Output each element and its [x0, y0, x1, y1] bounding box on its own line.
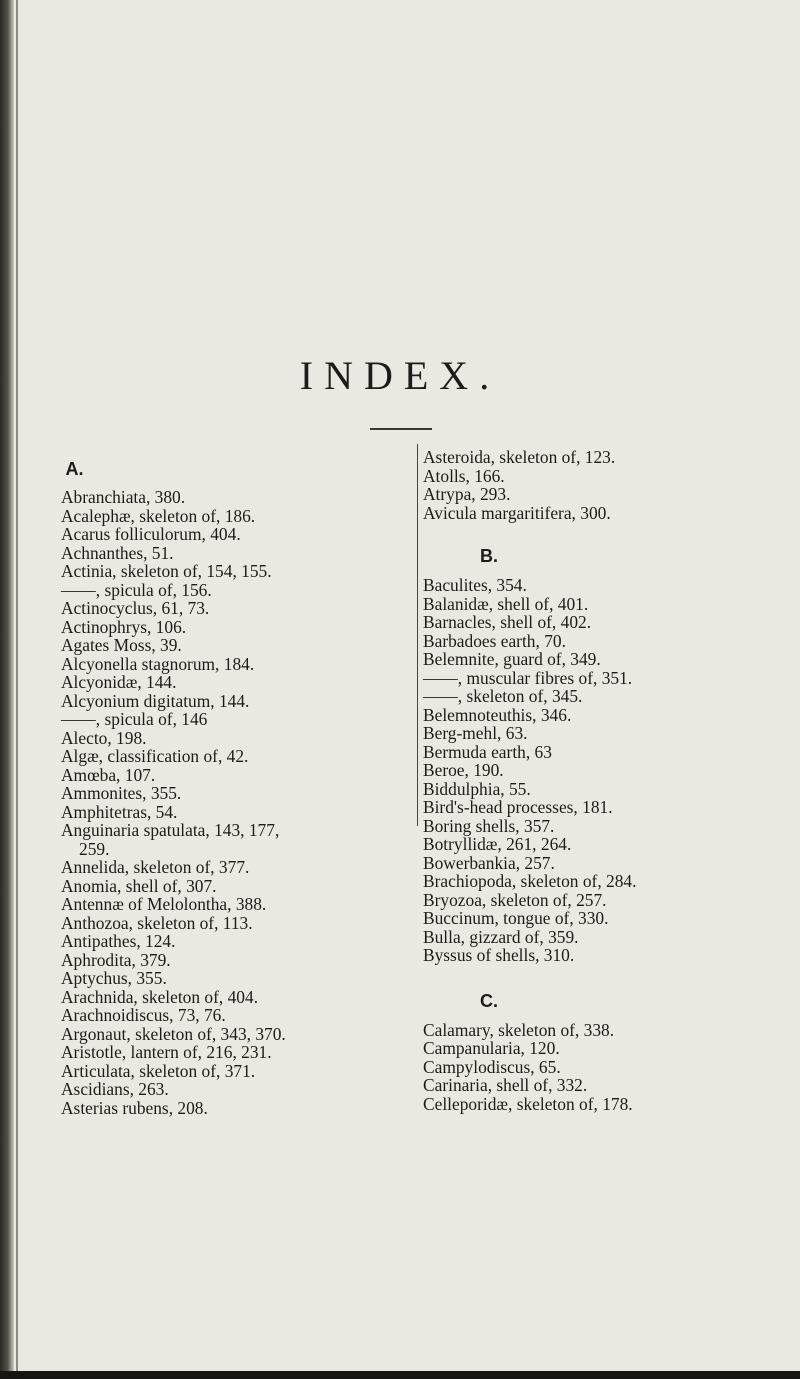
- index-entry: Bryozoa, skeleton of, 257.: [423, 889, 607, 910]
- index-entry: Annelida, skeleton of, 377.: [61, 857, 250, 877]
- index-list-c: [423, 1021, 795, 1114]
- index-entry: Aptychus, 355.: [61, 968, 167, 988]
- index-list-a-continued: [423, 448, 795, 522]
- page-title: INDEX.: [299, 353, 501, 398]
- index-entry: Anthozoa, skeleton of, 113.: [61, 912, 253, 933]
- index-entry: Campylodiscus, 65.: [423, 1056, 561, 1077]
- index-entry: Alcyonidæ, 144.: [61, 672, 177, 692]
- index-entry: Arachnoidiscus, 73, 76.: [61, 1005, 226, 1025]
- column-divider: [417, 444, 418, 826]
- index-entry: ——, spicula of, 146: [61, 709, 208, 729]
- index-entry: Barbadoes earth, 70.: [423, 630, 566, 651]
- index-entry: Actinocyclus, 61, 73.: [61, 598, 210, 618]
- index-entry: Amphitetras, 54.: [61, 801, 178, 822]
- index-entry: Bird's-head processes, 181.: [423, 797, 613, 817]
- index-entry: Barnacles, shell of, 402.: [423, 612, 592, 632]
- index-entry: Actinophrys, 106.: [61, 616, 187, 637]
- index-column-left: [61, 448, 413, 1117]
- index-entry: Anguinaria spatulata, 143, 177,: [61, 820, 280, 840]
- index-entry: Alecto, 198.: [61, 727, 147, 748]
- page-gutter-line: [16, 0, 18, 1379]
- index-entry: Balanidæ, shell of, 401.: [423, 593, 589, 614]
- index-entry: Asteroida, skeleton of, 123.: [423, 447, 616, 467]
- index-entry: Anomia, shell of, 307.: [61, 875, 217, 896]
- index-entry: Carinaria, shell of, 332.: [423, 1075, 588, 1095]
- index-list-b: [423, 576, 795, 965]
- index-entry: Ascidians, 263.: [61, 1079, 169, 1099]
- index-entry: Belemnite, guard of, 349.: [423, 649, 601, 669]
- index-entry: Alcyonella stagnorum, 184.: [61, 653, 255, 674]
- index-entry: Avicula margaritifera, 300.: [423, 502, 611, 523]
- index-entry: Alcyonium digitatum, 144.: [61, 690, 250, 711]
- index-entry: Acarus folliculorum, 404.: [61, 524, 241, 544]
- index-entry: Biddulphia, 55.: [423, 778, 531, 799]
- index-entry: Antipathes, 124.: [61, 931, 176, 951]
- title-rule: [370, 428, 432, 430]
- index-entry: Buccinum, tongue of, 330.: [423, 908, 609, 928]
- index-entry: Bowerbankia, 257.: [423, 852, 555, 873]
- index-entry: Actinia, skeleton of, 154, 155.: [61, 561, 272, 581]
- index-entry: Acalephæ, skeleton of, 186.: [61, 505, 256, 526]
- index-entry: Articulata, skeleton of, 371.: [61, 1060, 256, 1081]
- index-entry: Campanularia, 120.: [423, 1038, 560, 1058]
- page-bottom-edge: [0, 1371, 800, 1379]
- index-entry: Berg-mehl, 63.: [423, 723, 528, 743]
- index-entry: Bulla, gizzard of, 359.: [423, 926, 579, 947]
- index-entry: Achnanthes, 51.: [61, 542, 174, 563]
- index-entry: Argonaut, skeleton of, 343, 370.: [61, 1023, 286, 1044]
- index-entry: Atrypa, 293.: [423, 484, 511, 504]
- section-letter-b: B.: [480, 546, 498, 566]
- index-entry: ——, skeleton of, 345.: [423, 686, 583, 706]
- section-letter-a: A.: [65, 459, 84, 479]
- index-entry: Aristotle, lantern of, 216, 231.: [61, 1042, 272, 1062]
- index-entry: Arachnida, skeleton of, 404.: [61, 986, 259, 1007]
- index-entry: Aphrodita, 379.: [61, 949, 171, 970]
- index-entry: ——, spicula of, 156.: [61, 579, 212, 600]
- index-entry: ——, muscular fibres of, 351.: [423, 667, 633, 688]
- index-entry: Abranchiata, 380.: [61, 487, 186, 507]
- index-entry: Botryllidæ, 261, 264.: [423, 834, 572, 854]
- index-entry: Calamary, skeleton of, 338.: [423, 1019, 615, 1040]
- index-entry: Celleporidæ, skeleton of, 178.: [423, 1093, 633, 1114]
- section-letter-c: C.: [480, 990, 498, 1011]
- index-entry: Boring shells, 357.: [423, 815, 555, 836]
- index-entry: Baculites, 354.: [423, 575, 527, 595]
- index-entry: Amœba, 107.: [61, 764, 156, 785]
- index-list-a: [61, 488, 413, 1117]
- index-entry: Algæ, classification of, 42.: [61, 746, 249, 766]
- index-entry: Asterias rubens, 208.: [61, 1097, 208, 1118]
- index-column-right: [423, 448, 795, 1113]
- book-binding-edge: [0, 0, 14, 1379]
- index-entry: Agates Moss, 39.: [61, 635, 182, 655]
- index-entry: Bermuda earth, 63: [423, 741, 552, 762]
- index-entry: Byssus of shells, 310.: [423, 945, 575, 965]
- index-entry: Ammonites, 355.: [61, 783, 182, 803]
- index-entry: Beroe, 190.: [423, 760, 504, 780]
- index-entry: Atolls, 166.: [423, 465, 505, 486]
- index-entry: Belemnoteuthis, 346.: [423, 704, 572, 725]
- index-entry: Brachiopoda, skeleton of, 284.: [423, 871, 637, 891]
- index-entry: 259.: [79, 838, 110, 859]
- index-entry: Antennæ of Melolontha, 388.: [61, 894, 267, 914]
